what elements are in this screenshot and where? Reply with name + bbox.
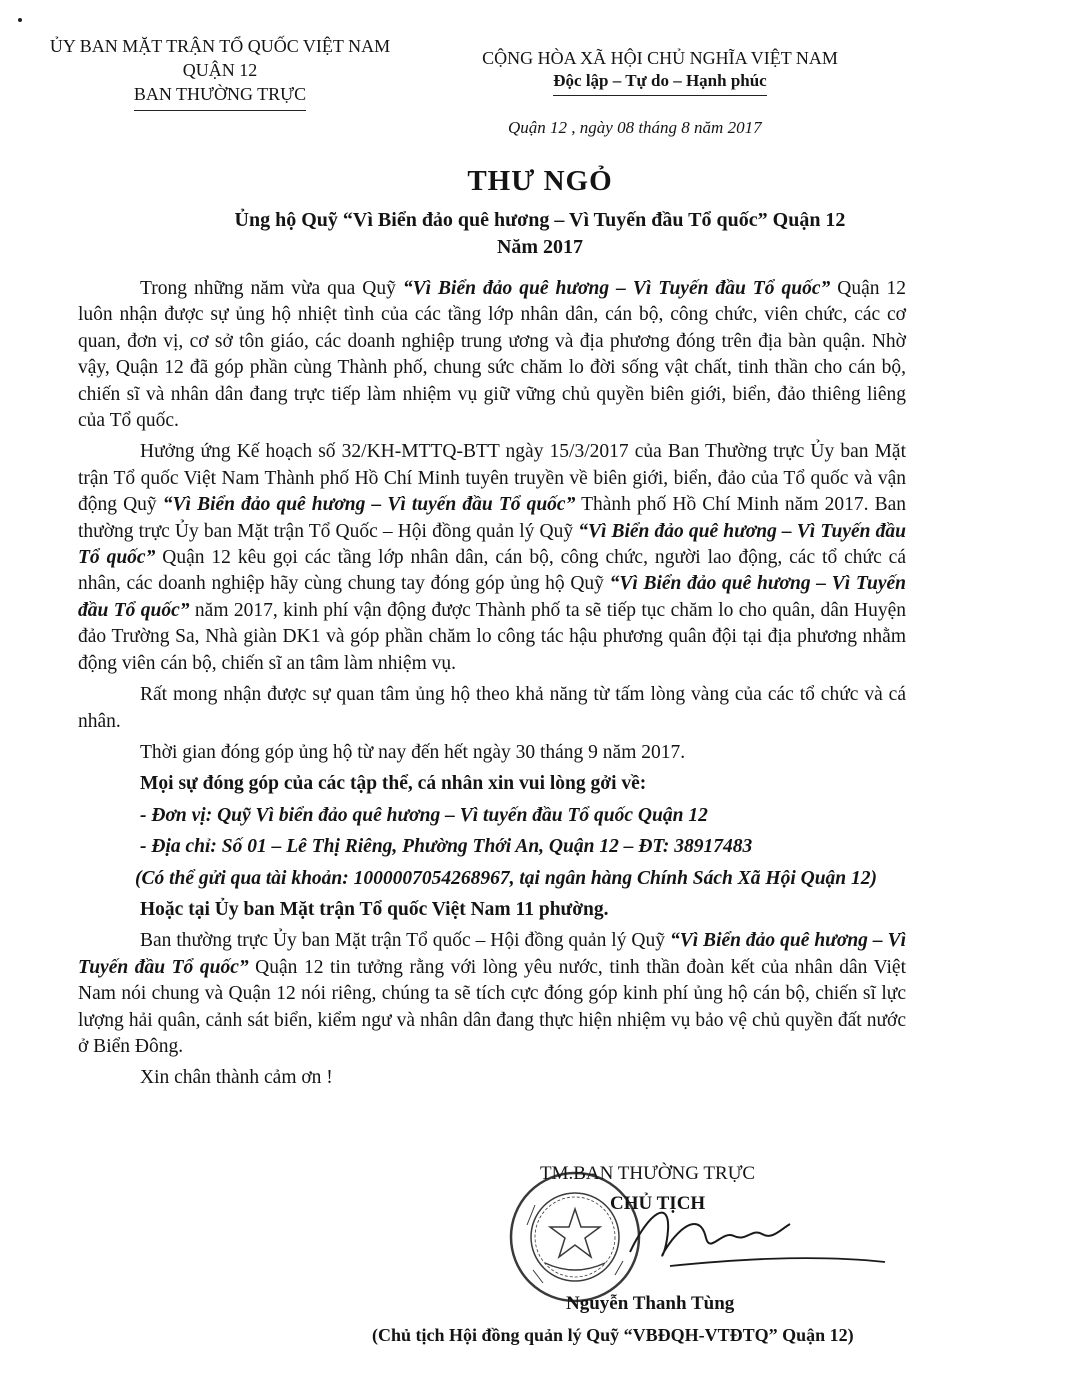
paragraph-7: - Địa chỉ: Số 01 – Lê Thị Riêng, Phường Thới An, Quận 12 – ĐT: 38917483 xyxy=(140,836,753,858)
issuer-header xyxy=(30,34,410,111)
paragraph-8: (Có thể gửi qua tài khoản: 1000007054268967, tại ngân hàng Chính Sách Xã Hội Quận 12) xyxy=(135,867,878,889)
fund-name: “Vì Biển đảo quê hương – Vì Tuyến đầu Tổ quốc” xyxy=(78,930,906,978)
paragraph-2 xyxy=(78,439,906,677)
signatory-note: (Chủ tịch Hội đồng quản lý Quỹ “VBĐQH-VTĐTQ” Quận 12) xyxy=(372,1325,854,1345)
subtitle-line-1: Ủng hộ Quỹ “Vì Biển đảo quê hương – Vì Tuyến đầu Tổ quốc” Quận 12 xyxy=(234,209,846,231)
fund-name: “Vì Biển đảo quê hương – Vì tuyến đầu Tổ quốc” xyxy=(162,494,576,516)
paragraph-4: Thời gian đóng góp ủng hộ từ nay đến hết ngày 30 tháng 9 năm 2017. xyxy=(140,741,686,763)
letter-body xyxy=(78,276,906,1097)
text: Thành phố Hồ Chí Minh năm 2017. Ban thường trực Ủy ban Mặt trận Tổ Quốc – Hội đồng quản lý Quỹ xyxy=(78,494,906,542)
paragraph-11: Xin chân thành cảm ơn ! xyxy=(140,1067,333,1089)
fund-name: “Vì Biển đảo quê hương – Vì Tuyến đầu Tổ quốc” xyxy=(78,520,906,569)
issuer-line-2: QUẬN 12 xyxy=(182,60,258,80)
fund-name: “Vì Biển đảo quê hương – Vì Tuyến đầu Tổ quốc” xyxy=(78,573,907,621)
paragraph-10 xyxy=(78,928,906,1060)
fund-name: “Vì Biển đảo quê hương – Vì Tuyến đầu Tổ quốc” xyxy=(402,278,831,299)
paragraph-5: Mọi sự đóng góp của các tập thể, cá nhân xin vui lòng gởi về: xyxy=(140,773,647,795)
paragraph-9: Hoặc tại Ủy ban Mặt trận Tổ quốc Việt Nam 11 phường. xyxy=(140,898,609,920)
signatory-name: Nguyễn Thanh Tùng xyxy=(566,1293,735,1314)
national-title: CỘNG HÒA XÃ HỘI CHỦ NGHĨA VIỆT NAM xyxy=(482,48,838,68)
issuer-line-1: ỦY BAN MẶT TRẬN TỔ QUỐC VIỆT NAM xyxy=(49,36,391,56)
paragraph-6: - Đơn vị: Quỹ Vì biển đảo quê hương – Vì tuyến đầu Tổ quốc Quận 12 xyxy=(140,804,708,826)
scan-mark xyxy=(18,18,22,22)
text: Quận 12 tin tưởng rằng với lòng yêu nước, tinh thần đoàn kết của nhân dân Việt Nam nói chung và Quận 12 nói riêng, chúng ta sẽ tích cực đóng góp kinh phí ủng hộ cán bộ, chiến sĩ lực lượng hải quân, cảnh sát biển, kiểm ngư và nhân dân đang thực hiện nhiệm vụ bảo vệ chủ quyền đất nước ở Biển Đông. xyxy=(78,956,906,1057)
text: năm 2017, kinh phí vận động được Thành phố ta sẽ tiếp tục chăm lo cho quân, dân Huyện đảo Trường Sa, Nhà giàn DK1 và góp phần chăm lo công tác hậu phương quân đội tại địa phương nhằm động viên cán bộ, chiến sĩ an tâm làm nhiệm vụ. xyxy=(78,599,906,674)
national-motto: Độc lập – Tự do – Hạnh phúc xyxy=(553,70,766,96)
text: Ban thường trực Ủy ban Mặt trận Tổ quốc – Hội đồng quản lý Quỹ xyxy=(140,930,670,952)
issuer-line-3: BAN THƯỜNG TRỰC xyxy=(134,82,306,111)
document-title: THƯ NGỎ xyxy=(467,165,613,197)
signatory-office: TM.BAN THƯỜNG TRỰC xyxy=(540,1163,756,1184)
national-header xyxy=(440,46,880,96)
date-line: Quận 12 , ngày 08 tháng 8 năm 2017 xyxy=(508,118,762,137)
paragraph-1 xyxy=(78,276,906,434)
paragraph-3: Rất mong nhận được sự quan tâm ủng hộ theo khả năng từ tấm lòng vàng của các tổ chức và cá nhân. xyxy=(78,684,906,732)
signatory-title: CHỦ TỊCH xyxy=(610,1193,706,1214)
text: Quận 12 kêu gọi các tầng lớp nhân dân, cán bộ, công chức, người lao động, các tổ chức cá nhân, các doanh nghiệp hãy cùng chung tay đóng góp ủng hộ Quỹ xyxy=(78,547,906,595)
text: Quận 12 luôn nhận được sự ủng hộ nhiệt tình của các tầng lớp nhân dân, cán bộ, công chức, viên chức, các cơ quan, đơn vị, cơ sở tôn giáo, các doanh nghiệp trung ương và địa phương đóng trên địa bàn quận. Nhờ vậy, Quận 12 đã góp phần cùng Thành phố, chung sức chăm lo đời sống vật chất, tinh thần cho cán bộ, chiến sĩ và nhân dân đang trực tiếp làm nhiệm vụ giữ vững chủ quyền biên giới, biển, đảo thiêng liêng của Tổ quốc. xyxy=(78,278,906,432)
subtitle-line-2: Năm 2017 xyxy=(496,236,584,258)
document-subtitle xyxy=(0,207,1080,261)
text: Trong những năm vừa qua Quỹ xyxy=(140,278,403,299)
text: Hưởng ứng Kế hoạch số 32/KH-MTTQ-BTT ngày 15/3/2017 của Ban Thường trực Ủy ban Mặt trận Tổ quốc Việt Nam Thành phố Hồ Chí Minh tuyên truyền về biên giới, biển, đảo của Tổ quốc và vận động Quỹ xyxy=(78,441,906,516)
